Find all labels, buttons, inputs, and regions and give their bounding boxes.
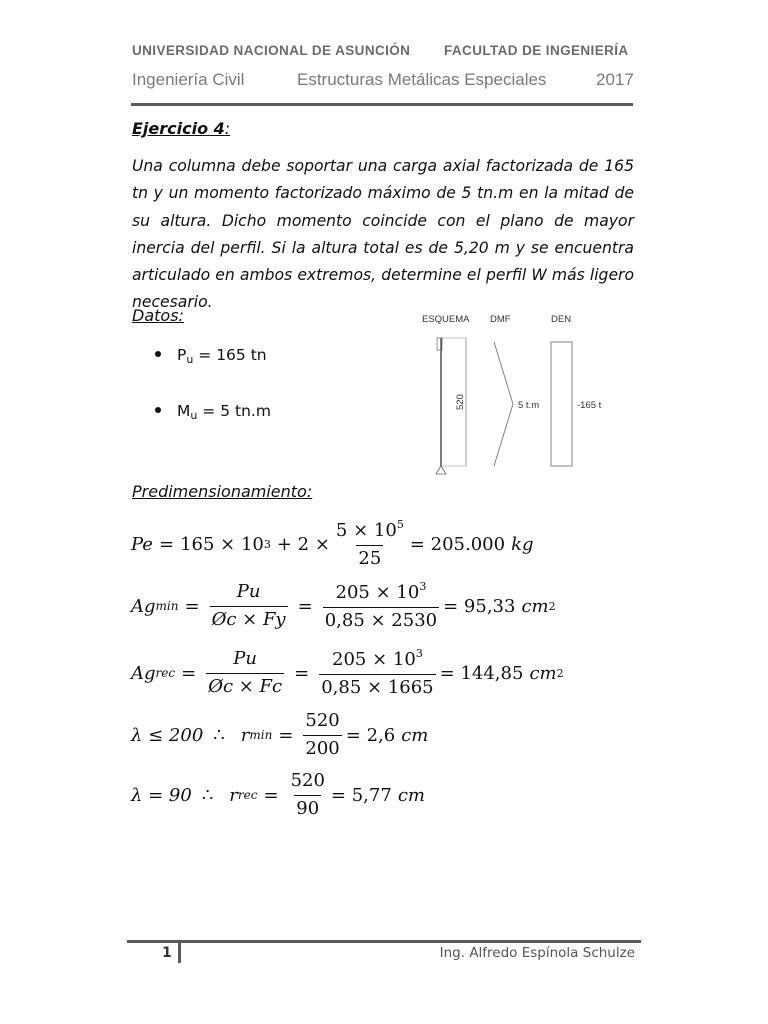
eq4-fraction [303, 710, 341, 760]
eq2-fraction-2 [323, 580, 439, 632]
eq3-fraction-2 [319, 647, 435, 699]
header-rule [131, 103, 633, 106]
eq1-num-exp: 5 [396, 518, 404, 531]
height-label: 520 [455, 394, 466, 410]
eq2-lhs-sub: min [155, 599, 179, 613]
eq2-num2-exp: 3 [419, 580, 427, 593]
eq4-r: r [240, 724, 250, 746]
bullet-icon [155, 351, 161, 357]
footer-rule [127, 940, 641, 943]
eq2-den1: Øc × Fy [210, 606, 288, 632]
equation-agmin [131, 580, 556, 632]
eq1-result: = 205.000 [409, 533, 506, 555]
moment-diagram [494, 342, 539, 466]
equation-agrec [131, 647, 564, 699]
dmf-label: DMF [490, 314, 511, 325]
datum-pu-sub: u [186, 353, 194, 366]
eq1-unit: kg [511, 533, 534, 555]
eq5-fraction [289, 770, 327, 820]
datum-mu-symbol: M [177, 402, 191, 420]
eq4-therefore: ∴ [213, 724, 225, 746]
faculty-name: FACULTAD DE INGENIERÍA [444, 43, 629, 58]
exercise-title-colon: : [224, 119, 231, 138]
university-name: UNIVERSIDAD NACIONAL DE ASUNCIÓN [132, 43, 411, 58]
eq2-den2: 0,85 × 2530 [323, 607, 439, 633]
author-name: Ing. Alfredo Espínola Schulze [439, 945, 635, 961]
eq2-num2-text: 205 × 10 [335, 582, 420, 603]
eq4-den: 200 [303, 735, 341, 761]
eq3-fraction-1 [206, 648, 284, 698]
eq4-lambda: λ ≤ 200 [131, 724, 204, 746]
eq5-den: 90 [294, 795, 321, 821]
eq1-denominator: 25 [356, 545, 383, 571]
bullet-icon [155, 407, 161, 413]
datos-title: Datos: [132, 306, 184, 325]
esquema-label: ESQUEMA [422, 314, 470, 325]
predim-title: Predimensionamiento: [132, 482, 313, 501]
moment-label: 5 t.m [518, 400, 540, 411]
eq3-lhs: Ag [131, 662, 156, 684]
problem-statement: Una columna debe soportar una carga axial factorizada de 165 tn y un momento factorizado máximo de 5 tn.m en la mitad de su altura. Dicho momento coincide con el plano de mayor inercia del perfil. Si la altura total es de 5,20 m y se encuentra articulado en ambos extremos, determine el perfil W más ligero necesario. [132, 157, 634, 312]
eq3-equals: = [181, 662, 197, 684]
axial-label: -165 t [577, 400, 602, 411]
datum-pu-value: = 165 tn [198, 346, 267, 364]
eq3-num2-text: 205 × 10 [332, 649, 416, 670]
eq5-result: = 5,77 [330, 784, 392, 806]
eq2-num2 [334, 580, 429, 607]
eq3-lhs-sub: rec [155, 666, 176, 680]
datum-mu [155, 402, 271, 422]
eq4-equals: = [278, 724, 294, 746]
eq1-term-a-exp: 3 [263, 537, 271, 551]
eq3-den1: Øc × Fc [206, 673, 284, 699]
datum-mu-sub: u [190, 409, 198, 422]
eq5-therefore: ∴ [201, 784, 214, 806]
eq4-unit: cm [401, 724, 429, 746]
datum-pu [155, 346, 267, 366]
eq3-equals-2: = [294, 662, 310, 684]
eq1-equals: = [158, 533, 175, 555]
eq1-term-b: + 2 × [276, 533, 330, 555]
den-label: DEN [551, 314, 572, 325]
equation-rmin [131, 710, 428, 760]
eq1-term-a: 165 × 10 [180, 533, 264, 555]
datum-pu-symbol: P [177, 346, 187, 364]
eq3-den2: 0,85 × 1665 [319, 674, 435, 700]
eq5-r-sub: rec [237, 788, 258, 802]
eq3-result: = 144,85 [439, 662, 524, 684]
equation-rrec [131, 770, 425, 820]
equation-pe [131, 518, 534, 570]
eq4-num: 520 [305, 710, 340, 731]
eq2-result: = 95,33 [443, 595, 516, 617]
eq4-result: = 2,6 [345, 724, 396, 746]
eq5-num: 520 [290, 770, 325, 791]
eq5-r: r [229, 784, 238, 806]
page-number: 1 [162, 945, 172, 961]
eq5-equals: = [263, 784, 279, 806]
datum-mu-value: = 5 tn.m [202, 402, 271, 420]
eq2-unit: cm [521, 595, 549, 617]
year: 2017 [596, 70, 634, 89]
exercise-title [132, 119, 230, 138]
column-schema [436, 338, 466, 474]
eq1-numerator [334, 518, 406, 545]
course-name: Estructuras Metálicas Especiales [297, 70, 547, 89]
eq1-fraction [334, 518, 406, 570]
eq4-r-sub: min [249, 728, 273, 742]
eq5-unit: cm [397, 784, 425, 806]
axial-diagram [551, 342, 602, 466]
exercise-title-text: Ejercicio 4 [132, 119, 225, 138]
eq2-equals: = [184, 595, 200, 617]
eq2-equals-2: = [297, 595, 313, 617]
career-name: Ingeniería Civil [132, 70, 245, 89]
eq2-fraction-1 [210, 581, 288, 631]
footer-page-separator [178, 940, 181, 963]
eq1-num-text: 5 × 10 [335, 520, 397, 541]
eq2-unit-exp: 2 [548, 599, 556, 613]
column-diagram [414, 308, 614, 478]
eq3-unit: cm [529, 662, 557, 684]
eq3-num2-exp: 3 [415, 647, 423, 660]
eq2-lhs: Ag [131, 595, 156, 617]
eq3-num1: Pu [233, 648, 258, 669]
eq5-lambda: λ = 90 [131, 784, 192, 806]
eq1-lhs: Pe [131, 533, 153, 555]
eq3-unit-exp: 2 [556, 666, 564, 680]
eq2-num1: Pu [236, 581, 261, 602]
eq3-num2 [330, 647, 425, 674]
